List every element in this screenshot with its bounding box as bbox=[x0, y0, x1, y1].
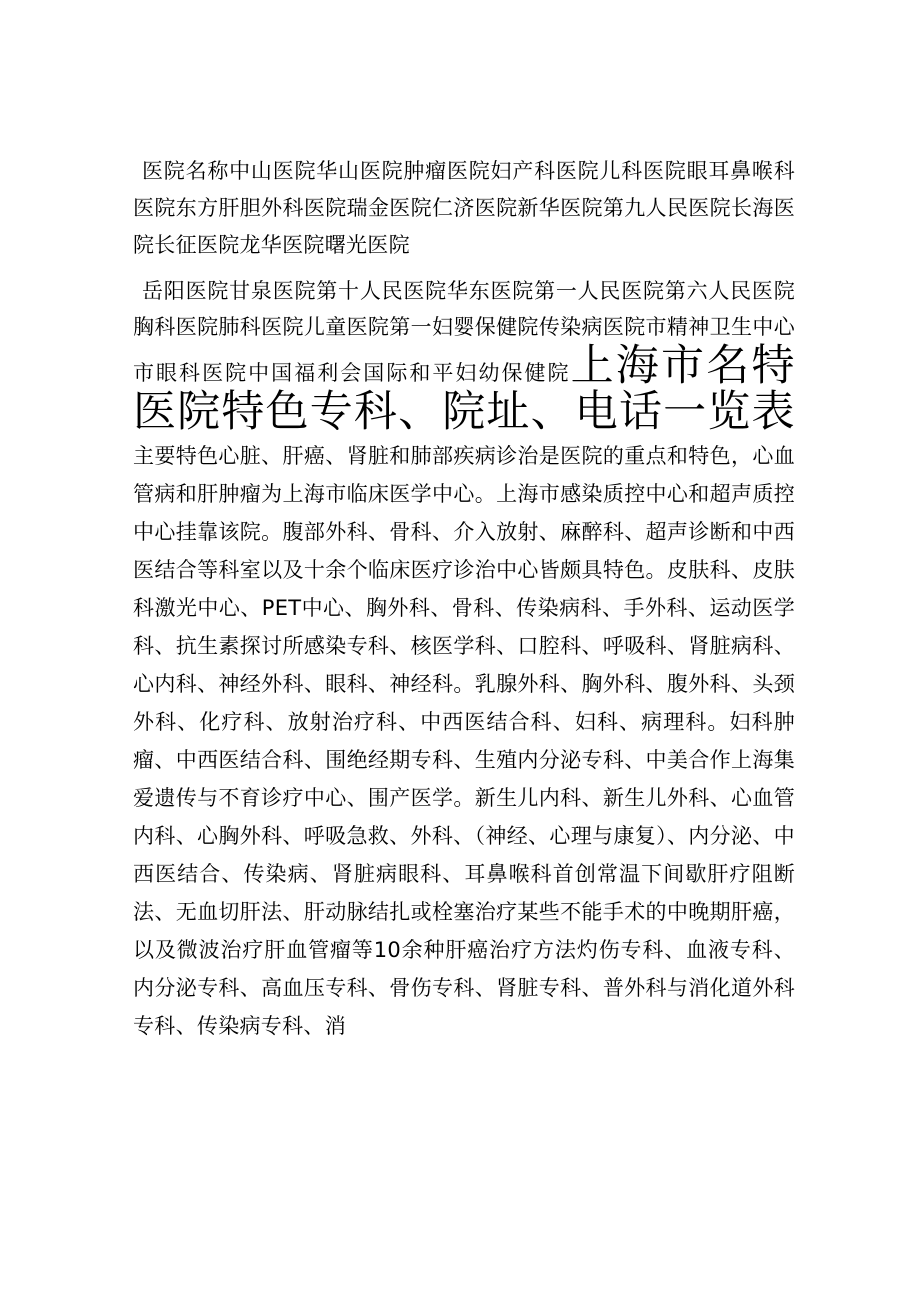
document-headline: 上海市名特医院特色专科、院址、电话一览表 bbox=[133, 341, 795, 437]
specialty-description-text: 主要特色心脏、肝癌、肾脏和肺部疾病诊治是医院的重点和特色，心血管病和肝肿瘤为上海市临床医学中心。上海市感染质控中心和超声质控中心挂靠该院。腹部外科、骨科、介入放射、麻醉科、超声诊断和中西医结合等科室以及十余个临床医疗诊治中心皆颇具特色。皮肤科、皮肤科激光中心、PET中心、胸外科、骨科、传染病科、手外科、运动医学科、抗生素探讨所感染专科、核医学科、口腔科、呼吸科、肾脏病科、心内科、神经外科、眼科、神经科。乳腺外科、胸外科、腹外科、头颈外科、化疗科、放射治疗科、中西医结合科、妇科、病理科。妇科肿瘤、中西医结合科、围绝经期专科、生殖内分泌专科、中美合作上海集爱遗传与不育诊疗中心、围产医学。新生儿内科、新生儿外科、心血管内科、心胸外科、呼吸急救、外科、（神经、心理与康复）、内分泌、中西医结合、传染病、肾脏病眼科、耳鼻喉科首创常温下间歇肝疗阻断法、无血切肝法、肝动脉结扎或栓塞治疗某些不能手术的中晚期肝癌，以及微波治疗肝血管瘤等10余种肝癌治疗方法灼伤专科、血液专科、内分泌专科、高血压专科、骨伤专科、肾脏专科、普外科与消化道外科专科、传染病专科、消 bbox=[133, 444, 795, 1038]
hospital-list-continued-text: 岳阳医院甘泉医院第十人民医院华东医院第一人民医院第六人民医院胸科医院肺科医院儿童医院第一妇婴保健院传染病医院市精神卫生中心市眼科医院中国福利会国际和平妇幼保健院 bbox=[133, 279, 795, 385]
hospital-list-continued-paragraph bbox=[133, 273, 795, 1045]
document-page bbox=[133, 153, 795, 1045]
hospital-list-paragraph: 医院名称中山医院华山医院肿瘤医院妇产科医院儿科医院眼耳鼻喉科医院东方肝胆外科医院瑞金医院仁济医院新华医院第九人民医院长海医院长征医院龙华医院曙光医院 bbox=[133, 159, 795, 257]
